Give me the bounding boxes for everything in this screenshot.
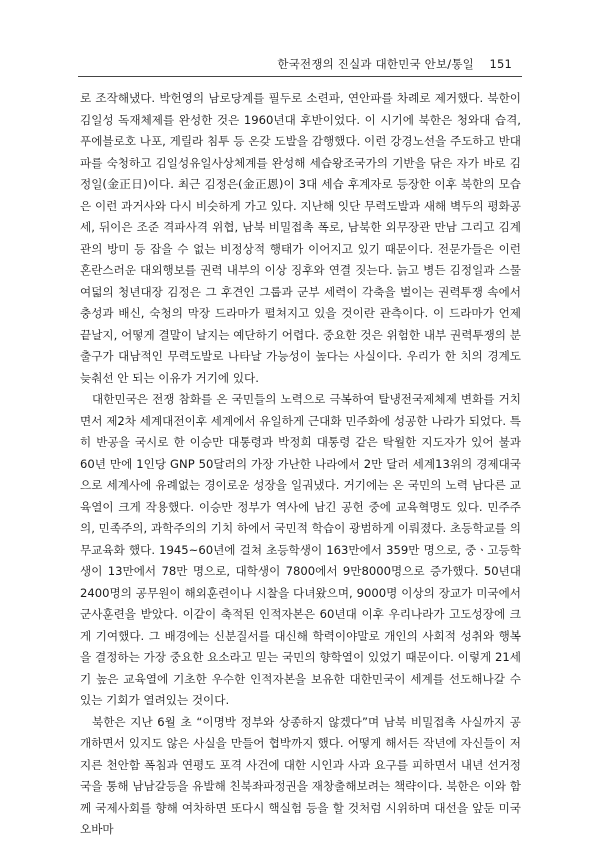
paragraph: 대한민국은 전쟁 참화를 온 국민들의 노력으로 극복하여 탈냉전국제체제 변화를 거치면서 제2차 세계대전이후 세계에서 유일하게 근대화 민주화에 성공한 나라가 되었다. 특히 반공을 국시로 한 이승만 대통령과 박정희 대통령 같은 탁월한 지도자가 있어 불과 60년 만에 1인당 GNP 50달러의 가장 가난한 나라에서 2만 달러 세계13위의 경제대국으로 세계사에 유례없는 경이로운 성장을 일궈냈다. 거기에는 온 국민의 노력 남다른 교육열이 크게 작용했다. 이승만 정부가 역사에 남긴 공헌 중에 교육혁명도 있다. 민주주의, 민족주의, 과학주의의 기치 하에서 국민적 학습이 광범하게 이뤄졌다. 초등학교를 의무교육화 했다. 1945~60년에 걸쳐 초등학생이 163만에서 359만 명으로, 중ㆍ고등학생이 13만에서 78만 명으로, 대학생이 7800에서 9만8000명으로 증가했다. 50년대 2400명의 공무원이 해외훈련이나 시찰을 다녀왔으며, 9000명 이상의 장교가 미국에서 군사훈련을 받았다. 이같이 축적된 인적자본은 60년대 이후 우리나라가 고도성장에 크게 기여했다. 그 배경에는 신분질서를 대신해 학력이야말로 개인의 사회적 성취와 행복을 결정하는 가장 중요한 요소라고 믿는 국민의 향학열이 있었기 때문이다. 이렇게 21세기 높은 교육열에 기초한 우수한 인적자본을 보유한 대한민국이 세계를 선도해나갈 수 있는 기회가 열려있는 것이다. [80,392,521,707]
running-header-title: 한국전쟁의 진실과 대한민국 안보/통일 [277,57,474,71]
running-header [72,56,512,72]
body-text [80,88,521,841]
paragraph: 로 조작해냈다. 박헌영의 남로당계를 필두로 소련파, 연안파를 차례로 제거했다. 북한이 김일성 독재체제를 완성한 것은 1960년대 후반이었다. 이 시기에 북한은 청와대 습격, 푸에블로호 나포, 게릴라 침투 등 온갖 도발을 감행했다. 이런 강경노선을 주도하고 반대파를 숙청하고 김일성유일사상체계를 완성해 세습왕조국가의 기반을 닦은 자가 바로 김정일(金正日)이다. 최근 김정은(金正恩)이 3대 세습 후계자로 등장한 이후 북한의 모습은 이런 과거사와 다시 비슷하게 가고 있다. 지난해 잇단 무력도발과 새해 벽두의 평화공세, 뒤이은 조준 격파사격 위협, 남북 비밀접촉 폭로, 남북한 외무장관 만남 그리고 김계관의 방미 등 잡을 수 없는 비정상적 행태가 이어지고 있기 때문이다. 전문가들은 이런 혼란스러운 대외행보를 권력 내부의 이상 징후와 연결 짓는다. 늙고 병든 김정일과 스물여덟의 청년대장 김정은 그 후견인 그룹과 군부 세력이 각축을 벌이는 권력투쟁 속에서 충성과 배신, 숙청의 막장 드라마가 펼쳐지고 있을 것이란 관측이다. 이 드라마가 언제 끝날지, 어떻게 결말이 날지는 예단하기 어렵다. 중요한 것은 위험한 내부 권력투쟁의 분출구가 대남적인 무력도발로 나타날 가능성이 높다는 사실이다. 우리가 한 치의 경계도 늦춰선 안 되는 이유가 거기에 있다. [80,91,521,385]
page-number: 151 [489,57,512,71]
header-rule [78,76,522,77]
paragraph: 북한은 지난 6월 초 “이명박 정부와 상종하지 않겠다”며 남북 비밀접촉 사실까지 공개하면서 있지도 않은 사실을 만들어 협박까지 했다. 어떻게 해서든 작년에 자신들이 저지른 천안함 폭침과 연평도 포격 사건에 대한 시인과 사과 요구를 피하면서 내년 선거정국을 통해 남남갈등을 유발해 친북좌파정권을 재창출해보려는 책략이다. 북한은 이와 함께 국제사회를 향해 여차하면 또다시 핵실험 등을 할 것처럼 시위하며 대선을 앞둔 미국 오바마 [80,714,521,836]
